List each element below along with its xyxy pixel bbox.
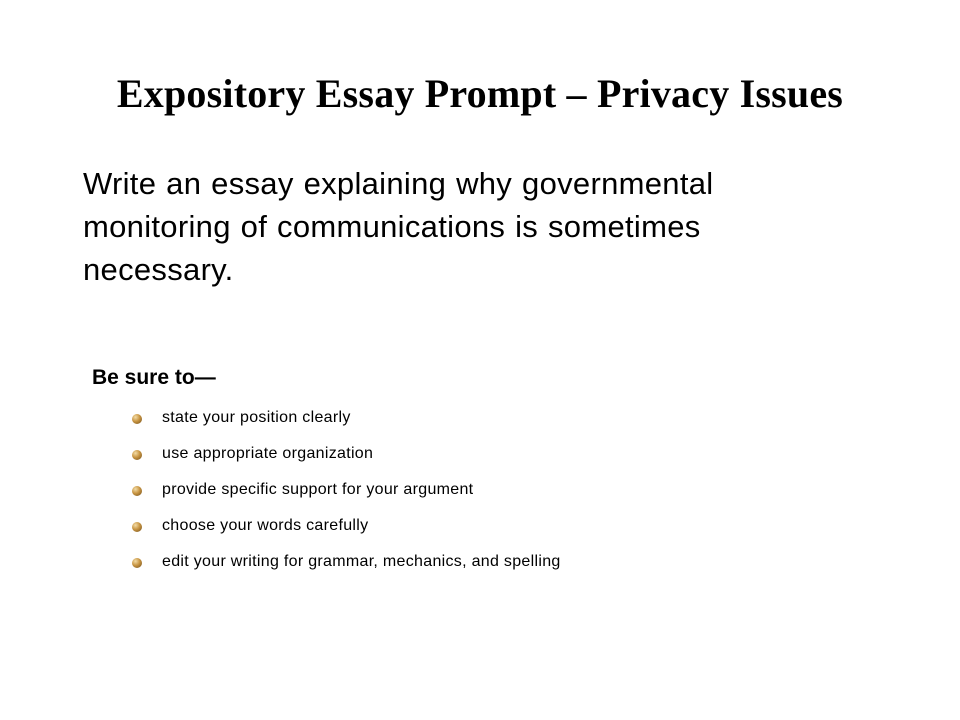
checklist-item [132,472,561,508]
checklist-item [132,508,561,544]
essay-prompt: Write an essay explaining why governmental monitoring of communications is sometimes necessary. [83,166,714,287]
checklist-item [132,436,561,472]
checklist-item [132,544,561,580]
sphere-bullet-icon [132,486,142,496]
checklist-item-text: choose your words carefully [162,517,369,534]
checklist-item-text: use appropriate organization [162,445,374,462]
checklist-item-text: provide specific support for your argument [162,481,474,498]
checklist-item-text: edit your writing for grammar, mechanics, and spelling [162,553,561,570]
sphere-bullet-icon [132,414,142,424]
checklist-heading: Be sure to— [92,366,216,389]
sphere-bullet-icon [132,558,142,568]
sphere-bullet-icon [132,522,142,532]
slide-title: Expository Essay Prompt – Privacy Issues [116,71,844,116]
checklist-item-text: state your position clearly [162,409,351,426]
checklist [132,400,561,580]
sphere-bullet-icon [132,450,142,460]
checklist-item [132,400,561,436]
